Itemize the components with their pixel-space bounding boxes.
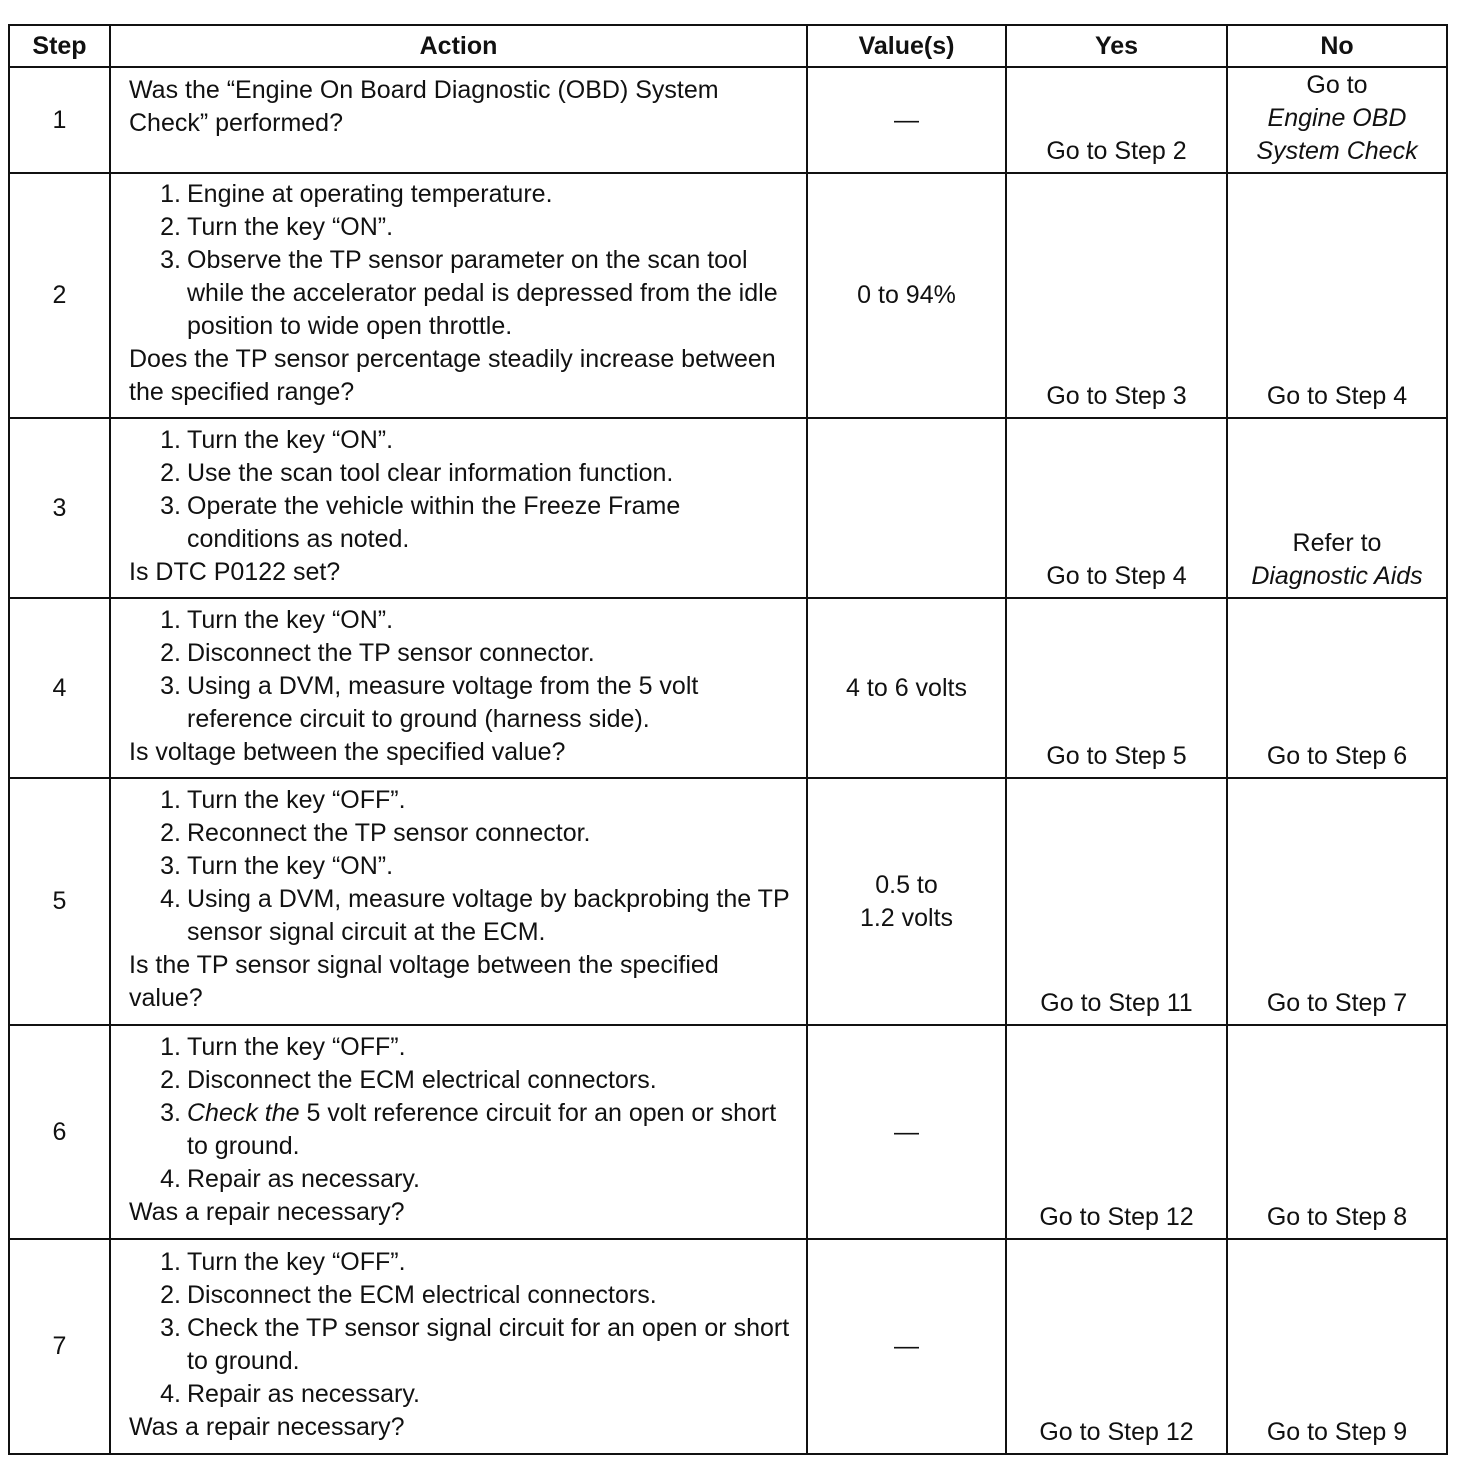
action-question: Is the TP sensor signal voltage between the specified value? <box>129 951 719 1012</box>
value-cell: — <box>807 1239 1006 1454</box>
action-cell <box>110 1239 807 1454</box>
action-question: Was a repair necessary? <box>129 1412 405 1441</box>
table-header-row <box>9 25 1447 67</box>
step-number: 2 <box>9 173 110 418</box>
table-row <box>9 598 1447 778</box>
header-values: Value(s) <box>807 25 1006 67</box>
action-item: 3. Observe the TP sensor parameter on the scan tool while the accelerator pedal is depressed from the idle position to wide open throttle. <box>160 246 778 340</box>
action-item: 2. Disconnect the ECM electrical connectors. <box>160 1066 657 1094</box>
no-cell: Go to Step 7 <box>1227 778 1447 1025</box>
action-item: 3. Check the 5 volt reference circuit for an open or short to ground. <box>160 1099 777 1160</box>
action-item: 1. Turn the key “OFF”. <box>160 1247 406 1276</box>
action-question: Does the TP sensor percentage steadily increase between the specified range? <box>129 345 776 406</box>
no-cell: Go to Step 9 <box>1227 1239 1447 1454</box>
step-number: 4 <box>9 598 110 778</box>
step-number: 6 <box>9 1025 110 1239</box>
diagnostic-page <box>8 24 1448 1454</box>
yes-cell: Go to Step 12 <box>1006 1025 1227 1239</box>
action-question: Is DTC P0122 set? <box>129 557 341 586</box>
table-row <box>9 173 1447 418</box>
table-row <box>9 778 1447 1025</box>
value-cell: — <box>807 1025 1006 1239</box>
header-action: Action <box>110 25 807 67</box>
value-cell <box>807 418 1006 598</box>
header-no: No <box>1227 25 1447 67</box>
no-cell: Go to Step 4 <box>1227 173 1447 418</box>
action-item: 4. Repair as necessary. <box>160 1379 420 1408</box>
value-line: 1.2 volts <box>859 903 954 932</box>
action-cell <box>110 418 807 598</box>
action-item: 1. Engine at operating temperature. <box>160 180 553 208</box>
yes-cell: Go to Step 11 <box>1006 778 1227 1025</box>
yes-cell: Go to Step 3 <box>1006 173 1227 418</box>
action-question: Was a repair necessary? <box>129 1198 405 1226</box>
action-cell <box>110 173 807 418</box>
no-cell: Go to Step 6 <box>1227 598 1447 778</box>
no-ref-line: Diagnostic Aids <box>1251 562 1423 590</box>
table-row <box>9 1025 1447 1239</box>
action-cell <box>110 67 807 173</box>
step-number: 3 <box>9 418 110 598</box>
step-number: 5 <box>9 778 110 1025</box>
action-item: 2. Disconnect the TP sensor connector. <box>160 638 595 667</box>
yes-cell: Go to Step 5 <box>1006 598 1227 778</box>
no-cell <box>1227 67 1447 173</box>
action-item: 4. Using a DVM, measure voltage by backprobing the TP sensor signal circuit at the ECM. <box>160 885 790 946</box>
action-cell <box>110 1025 807 1239</box>
value-cell: 0 to 94% <box>807 173 1006 418</box>
no-ref-line: System Check <box>1256 137 1418 165</box>
action-item: 3. Using a DVM, measure voltage from the 5 volt reference circuit to ground (harness side). <box>160 671 699 733</box>
value-cell: — <box>807 67 1006 173</box>
action-item: 2. Reconnect the TP sensor connector. <box>160 819 591 847</box>
action-item: 2. Disconnect the ECM electrical connectors. <box>160 1280 657 1309</box>
yes-cell: Go to Step 12 <box>1006 1239 1227 1454</box>
yes-cell: Go to Step 4 <box>1006 418 1227 598</box>
table-row <box>9 418 1447 598</box>
header-yes: Yes <box>1006 25 1227 67</box>
action-item: 4. Repair as necessary. <box>160 1165 420 1193</box>
diagnostic-steps-table <box>8 24 1448 1455</box>
action-item: 2. Use the scan tool clear information function. <box>160 458 674 487</box>
action-item: 1. Turn the key “ON”. <box>160 425 394 454</box>
step-number: 1 <box>9 67 110 173</box>
no-line: Refer to <box>1292 529 1382 557</box>
action-item: 3. Check the TP sensor signal circuit for an open or short to ground. <box>160 1313 790 1375</box>
no-ref-line: Engine OBD <box>1267 104 1407 132</box>
action-item: 1. Turn the key “OFF”. <box>160 1033 406 1061</box>
table-row <box>9 1239 1447 1454</box>
action-question: Is voltage between the specified value? <box>129 737 566 766</box>
action-item: 3. Operate the vehicle within the Freeze Frame conditions as noted. <box>160 491 681 553</box>
action-item: 1. Turn the key “OFF”. <box>160 786 406 814</box>
no-cell: Go to Step 8 <box>1227 1025 1447 1239</box>
no-line: Go to <box>1306 71 1368 99</box>
action-item: 3. Turn the key “ON”. <box>160 852 394 880</box>
action-question: Was the “Engine On Board Diagnostic (OBD) System Check” performed? <box>129 76 719 137</box>
step-number: 7 <box>9 1239 110 1454</box>
action-item: 2. Turn the key “ON”. <box>160 213 394 241</box>
action-cell <box>110 598 807 778</box>
value-cell <box>807 778 1006 1025</box>
value-line: 0.5 to <box>875 870 938 899</box>
yes-cell: Go to Step 2 <box>1006 67 1227 173</box>
value-cell: 4 to 6 volts <box>807 598 1006 778</box>
action-item: 1. Turn the key “ON”. <box>160 605 394 634</box>
no-cell <box>1227 418 1447 598</box>
action-cell <box>110 778 807 1025</box>
header-step: Step <box>9 25 110 67</box>
table-row <box>9 67 1447 173</box>
